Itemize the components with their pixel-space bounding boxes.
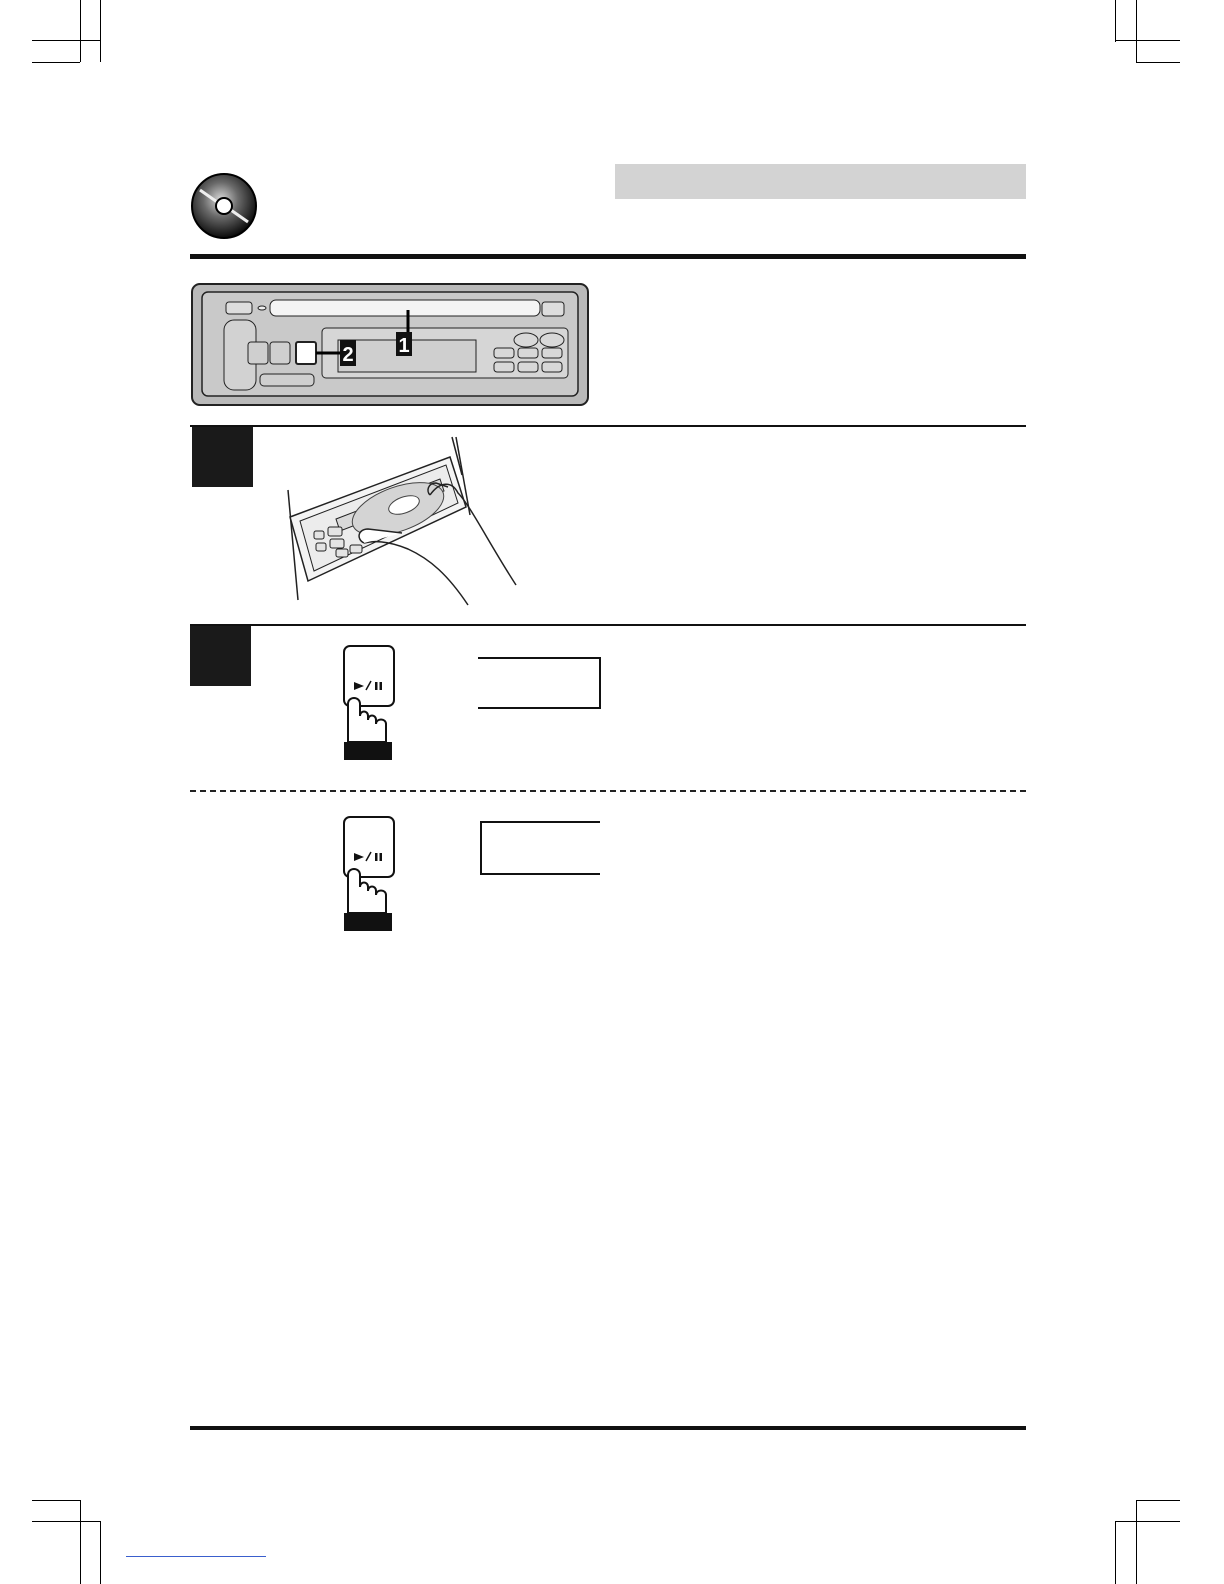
crop-mark (100, 1521, 101, 1584)
crop-mark (1136, 1500, 1137, 1584)
crop-mark (1115, 40, 1180, 41)
crop-mark (80, 0, 81, 62)
section-title-bar (615, 164, 1026, 199)
callout-1: 1 (398, 335, 410, 357)
step-2-marker (190, 626, 251, 686)
crop-mark (80, 1500, 81, 1584)
crop-mark (1136, 1500, 1180, 1501)
crop-mark (1136, 0, 1137, 62)
display-box-2 (480, 821, 600, 875)
crop-mark (1136, 62, 1180, 63)
crop-mark (100, 0, 101, 62)
hand-inserting-disc-illustration (280, 435, 530, 610)
crop-mark (1115, 1521, 1180, 1522)
crop-mark (1115, 0, 1116, 42)
play-pause-press-illustration[interactable] (342, 644, 396, 764)
compact-disc-icon (190, 172, 258, 240)
crop-mark (32, 40, 100, 41)
crop-mark (32, 1521, 100, 1522)
footer-rule (190, 1426, 1026, 1430)
crop-mark (32, 62, 80, 63)
step-1-number (192, 427, 253, 487)
step-1-rule (190, 425, 1026, 427)
callout-2: 2 (342, 344, 354, 366)
display-box-1 (478, 657, 601, 709)
crop-mark (1115, 1521, 1116, 1584)
step-1-marker (192, 427, 253, 487)
dashed-separator (190, 790, 1026, 792)
step-2-number (190, 626, 251, 686)
footer-link-underline (126, 1556, 266, 1557)
play-pause-press-illustration-2[interactable] (342, 815, 396, 935)
step-2-rule (190, 624, 1026, 626)
crop-mark (32, 1500, 80, 1501)
header-rule (190, 254, 1026, 259)
faceplate-illustration (190, 282, 590, 407)
